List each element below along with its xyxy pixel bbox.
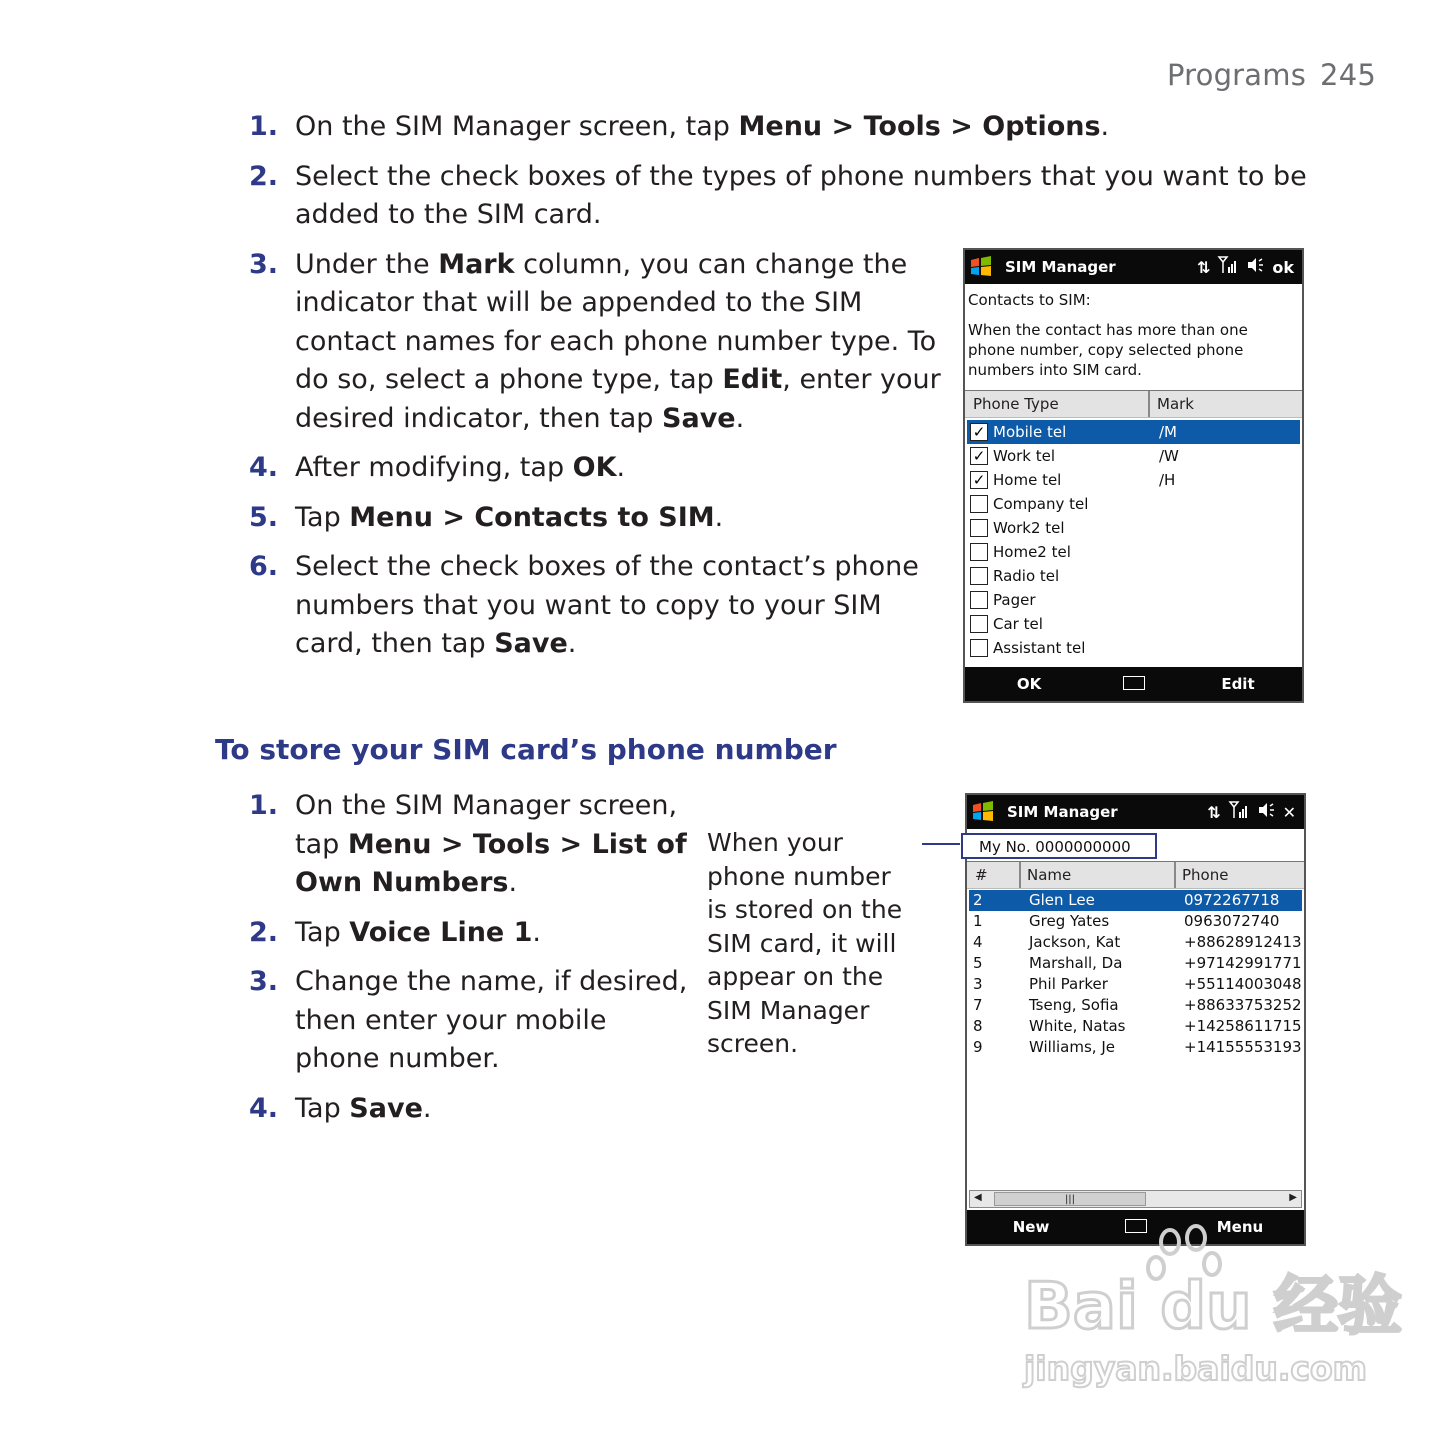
horizontal-scrollbar[interactable] bbox=[969, 1190, 1302, 1208]
phone-type-column-header bbox=[965, 390, 1302, 418]
contact-name: Tseng, Sofia bbox=[1029, 996, 1119, 1014]
step-text: On the SIM Manager screen, tap bbox=[295, 111, 739, 142]
contact-row[interactable] bbox=[969, 1037, 1302, 1058]
contacts-to-sim-label: Contacts to SIM: bbox=[968, 291, 1091, 309]
soft-key-bar bbox=[965, 667, 1302, 701]
sim-options-step-5 bbox=[249, 499, 949, 538]
baidu-watermark bbox=[1020, 1228, 1402, 1388]
step-text: . bbox=[735, 402, 745, 434]
mark-value: /M bbox=[1159, 423, 1177, 441]
contact-name: White, Natas bbox=[1029, 1017, 1126, 1035]
contact-row[interactable] bbox=[969, 1016, 1302, 1037]
phone-type-label: Company tel bbox=[993, 495, 1089, 513]
step-text: . bbox=[422, 1092, 432, 1124]
menu-softkey[interactable]: Menu bbox=[1216, 1218, 1264, 1236]
phone-type-row[interactable] bbox=[967, 492, 1300, 516]
contact-phone: +88628912413 bbox=[1184, 933, 1302, 951]
checkbox[interactable] bbox=[970, 615, 988, 633]
contact-index: 3 bbox=[973, 975, 983, 993]
checkbox[interactable] bbox=[970, 591, 988, 609]
sim-options-step-3 bbox=[249, 246, 949, 439]
contact-index: 5 bbox=[973, 954, 983, 972]
steps-list-own-number bbox=[249, 787, 689, 1139]
new-softkey[interactable]: New bbox=[1012, 1218, 1050, 1236]
contact-row[interactable] bbox=[969, 974, 1302, 995]
col-phone[interactable]: Phone bbox=[1182, 866, 1229, 884]
contact-name: Williams, Je bbox=[1029, 1038, 1115, 1056]
title-bar bbox=[965, 250, 1302, 284]
contact-index: 9 bbox=[973, 1038, 983, 1056]
phone-type-row[interactable] bbox=[967, 636, 1300, 660]
phone-type-row[interactable] bbox=[967, 444, 1300, 468]
section-heading: To store your SIM card’s phone number bbox=[215, 733, 837, 766]
step-keyword: Edit bbox=[722, 364, 783, 395]
step-number: 5. bbox=[249, 501, 279, 533]
contact-phone: 0963072740 bbox=[1184, 912, 1280, 930]
step-keyword: OK bbox=[572, 452, 617, 483]
checkbox[interactable] bbox=[970, 543, 988, 561]
sync-icon[interactable]: ⇅ bbox=[1207, 802, 1221, 822]
step-keyword: Menu > Contacts to SIM bbox=[349, 501, 715, 533]
contact-row[interactable] bbox=[969, 995, 1302, 1016]
phone-type-row[interactable] bbox=[967, 516, 1300, 540]
contact-index: 7 bbox=[973, 996, 983, 1014]
phone-type-row[interactable] bbox=[967, 468, 1300, 492]
page-number: 245 bbox=[1320, 58, 1376, 92]
contact-name: Jackson, Kat bbox=[1029, 933, 1121, 951]
phone-type-row[interactable] bbox=[967, 540, 1300, 564]
contact-name: Phil Parker bbox=[1029, 975, 1108, 993]
contact-phone: +88633753252 bbox=[1184, 996, 1302, 1014]
step-text: Select the check boxes of the contact’s phone numbers that you want to copy to your SIM card, then tap bbox=[295, 551, 919, 659]
phone-type-label: Pager bbox=[993, 591, 1036, 609]
ok-button[interactable]: ok bbox=[1272, 257, 1294, 277]
contact-phone: +97142991771 bbox=[1184, 954, 1302, 972]
scroll-right-icon[interactable]: ▶ bbox=[1289, 1192, 1297, 1203]
my-number-field[interactable]: My No. 0000000000 bbox=[961, 833, 1157, 859]
step-keyword: Mark bbox=[438, 248, 515, 280]
watermark-url: jingyan.baidu.com bbox=[1024, 1349, 1368, 1388]
contact-list bbox=[967, 795, 1304, 1244]
edit-softkey[interactable]: Edit bbox=[1221, 675, 1255, 693]
contact-index: 1 bbox=[973, 912, 983, 930]
phone-type-label: Radio tel bbox=[993, 567, 1060, 585]
step-text: Tap bbox=[295, 916, 350, 948]
own-number-step-4 bbox=[249, 1090, 689, 1129]
phone-type-label: Mobile tel bbox=[993, 423, 1067, 441]
mark-value: /W bbox=[1159, 447, 1179, 465]
sync-icon[interactable]: ⇅ bbox=[1196, 257, 1211, 277]
step-text: Change the name, if desired, then enter your mobile phone number. bbox=[295, 966, 688, 1074]
own-number-step-1 bbox=[249, 787, 689, 903]
callout-line bbox=[922, 843, 960, 845]
phone-screen-sim-manager bbox=[965, 793, 1306, 1246]
contact-name: Glen Lee bbox=[1029, 891, 1095, 909]
contact-phone: 0972267718 bbox=[1184, 891, 1280, 909]
step-text: Tap bbox=[295, 1092, 350, 1124]
watermark-brand: Bai du 经验 bbox=[1024, 1270, 1402, 1344]
phone-type-row[interactable] bbox=[967, 564, 1300, 588]
contacts-to-sim-description: When the contact has more than one phone number, copy selected phone numbers into SIM card. bbox=[968, 321, 1248, 379]
own-number-step-3 bbox=[249, 963, 689, 1079]
step-text: . bbox=[508, 867, 518, 898]
checkbox[interactable]: ✓ bbox=[970, 423, 988, 441]
phone-type-label: Car tel bbox=[993, 615, 1043, 633]
contact-phone: +55114003048 bbox=[1184, 975, 1302, 993]
app-title: SIM Manager bbox=[1007, 803, 1118, 821]
scroll-left-icon[interactable]: ◀ bbox=[974, 1192, 982, 1203]
step-keyword: Save bbox=[494, 628, 568, 659]
checkbox[interactable]: ✓ bbox=[970, 447, 988, 465]
contact-phone: +14155553193 bbox=[1184, 1038, 1302, 1056]
step-text: . bbox=[1100, 111, 1110, 142]
step-text: Under the bbox=[295, 248, 439, 280]
contact-name: Greg Yates bbox=[1029, 912, 1110, 930]
checkbox[interactable] bbox=[970, 639, 988, 657]
phone-type-label: Work2 tel bbox=[993, 519, 1065, 537]
section-name: Programs bbox=[1166, 58, 1307, 92]
contact-index: 2 bbox=[973, 891, 983, 909]
page-header bbox=[1167, 58, 1376, 92]
col-name[interactable]: Name bbox=[1027, 866, 1072, 884]
step-number: 3. bbox=[249, 966, 279, 997]
contact-index: 4 bbox=[973, 933, 983, 951]
step-number: 3. bbox=[249, 248, 279, 280]
step-number: 4. bbox=[249, 1092, 279, 1124]
phone-type-row[interactable] bbox=[967, 588, 1300, 612]
phone-type-row[interactable] bbox=[967, 612, 1300, 636]
contact-row[interactable] bbox=[969, 932, 1302, 953]
checkbox[interactable] bbox=[970, 567, 988, 585]
contact-name: Marshall, Da bbox=[1029, 954, 1123, 972]
step-number: 2. bbox=[249, 160, 279, 192]
col-number[interactable]: # bbox=[975, 866, 988, 884]
step-keyword: Voice Line 1 bbox=[349, 916, 533, 948]
phone-type-label: Home tel bbox=[993, 471, 1062, 489]
own-number-step-2 bbox=[249, 914, 689, 953]
step-number: 1. bbox=[249, 111, 279, 142]
app-title: SIM Manager bbox=[1005, 258, 1116, 276]
contact-phone: +14258611715 bbox=[1184, 1017, 1302, 1035]
step-text: . bbox=[567, 628, 577, 659]
step-text: Tap bbox=[295, 501, 350, 533]
step-number: 1. bbox=[249, 790, 279, 821]
step-number: 6. bbox=[249, 551, 279, 582]
phone-type-label: Home2 tel bbox=[993, 543, 1071, 561]
sim-options-step-2 bbox=[249, 158, 1319, 235]
step-text: . bbox=[616, 452, 626, 483]
callout-caption: When your phone number is stored on the SIM card, it will appear on the SIM Manager screen. bbox=[707, 828, 903, 1058]
contact-index: 8 bbox=[973, 1017, 983, 1035]
step-text: On the SIM Manager screen, tap bbox=[295, 790, 678, 860]
step-number: 2. bbox=[249, 916, 279, 948]
col-phone-type[interactable]: Phone Type bbox=[973, 395, 1059, 413]
checkbox[interactable] bbox=[970, 519, 988, 537]
ok-softkey[interactable]: OK bbox=[1016, 675, 1042, 693]
volume-icon[interactable] bbox=[1246, 256, 1264, 278]
step-keyword: Save bbox=[662, 402, 736, 434]
phone-type-label: Assistant tel bbox=[993, 639, 1086, 657]
step-text: Select the check boxes of the types of phone numbers that you want to be added to the SIM card. bbox=[295, 160, 1307, 230]
step-text: , enter your desired indicator, then tap bbox=[295, 364, 941, 434]
step-keyword: Menu > Tools > Options bbox=[738, 111, 1101, 142]
sim-options-step-1 bbox=[249, 108, 1319, 147]
step-text: . bbox=[714, 501, 724, 533]
contact-row[interactable] bbox=[969, 911, 1302, 932]
keyboard-icon[interactable] bbox=[1123, 676, 1145, 690]
contact-row[interactable] bbox=[969, 953, 1302, 974]
step-keyword: Menu > Tools > List of Own Numbers bbox=[295, 828, 687, 898]
windows-start-icon[interactable] bbox=[969, 256, 993, 278]
phone-type-row[interactable] bbox=[967, 420, 1300, 444]
step-text: . bbox=[532, 916, 542, 948]
phone-type-label: Work tel bbox=[993, 447, 1056, 465]
phone-screen-contacts-to-sim bbox=[963, 248, 1304, 703]
scroll-thumb[interactable]: ||| bbox=[994, 1192, 1146, 1206]
col-mark[interactable]: Mark bbox=[1157, 395, 1194, 413]
step-text: column, you can change the indicator that will be appended to the SIM contact names for each phone number type. To do so, select a phone type, tap bbox=[295, 248, 937, 395]
signal-icon[interactable] bbox=[1218, 256, 1238, 278]
mark-value: /H bbox=[1159, 471, 1176, 489]
checkbox[interactable] bbox=[970, 495, 988, 513]
step-number: 4. bbox=[249, 452, 279, 483]
sim-options-step-4 bbox=[249, 449, 949, 488]
checkbox[interactable]: ✓ bbox=[970, 471, 988, 489]
step-keyword: Save bbox=[349, 1092, 423, 1124]
step-text: After modifying, tap bbox=[295, 452, 573, 483]
sim-options-step-6 bbox=[249, 548, 949, 664]
contact-row[interactable] bbox=[969, 890, 1302, 911]
close-icon[interactable]: ✕ bbox=[1282, 802, 1296, 822]
